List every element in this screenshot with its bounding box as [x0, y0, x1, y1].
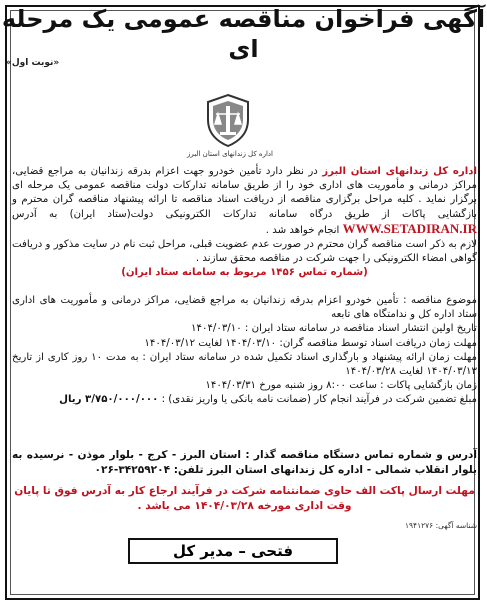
intro-text: در نظر دارد تأمین خودرو جهت اعزام بدرقه زندانیان به مراجع قضایی، مراکز درمانی و مأموریت های اداری خود را از طریق سامانه تدارکات دولت مناقصه عمومی یک مرحله ای برگزار نماید . کلیه مراحل برگزاری مناقصه از دریافت اسناد مناقصه تا ارائه پیشنهاد مناقصه گران محترم و بازگشایی پاکات از طریق درگاه سامانه تدارکات الکترونیکی دولت(ستاد ایران) به آدرس [12, 166, 477, 220]
intro-paragraph [12, 165, 477, 281]
emblem-caption: اداره کل زندانهای استان البرز [187, 150, 273, 158]
guarantee-label: مبلغ تضمین شرکت در فرآیند انجام کار (ضمانت نامه بانکی یا واریز نقدی) : [158, 394, 477, 406]
details-section [12, 294, 477, 408]
prison-organization-emblem-icon [198, 92, 258, 148]
organization-name: اداره کل زندانهای استان البرز [322, 166, 477, 177]
submission-period: مهلت زمان ارائه پیشنهاد و بارگذاری اسناد تکمیل شده در سامانه ستاد ایران : به مدت ۱۰ روز کاری از تاریخ ۱۴۰۴/۰۳/۱۳ لغایت ۱۴۰۴/۰۳/۲۸ [12, 351, 477, 378]
opening-time: زمان بازگشایی پاکات : ساعت ۸:۰۰ روز شنبه مورخ ۱۴۰۴/۰۳/۳۱ [205, 380, 477, 392]
signature-box: فتحی – مدیر کل [128, 538, 338, 564]
address-block: آدرس و شماره تماس دستگاه مناقصه گذار : استان البرز - کرج - بلوار موذن - نرسیده به بلوار انقلاب شمالی - اداره کل زندانهای استان البرز تلفن: ۳۴۲۵۹۲۰۴-۰۲۶ [12, 449, 477, 476]
round-label: «نوبت اول» [6, 58, 60, 68]
tender-subject: موضوع مناقصه : تأمین خودرو اعزام بدرقه زندانیان به مراجع قضایی، مراکز درمانی و مأموریت های اداری ستاد اداره کل و ندامتگاه های تابعه [12, 295, 477, 321]
registration-note: لازم به ذکر است مناقصه گران محترم در صورت عدم عضویت قبلی، مراحل ثبت نام در سایت مذکور و دریافت گواهی امضاء الکترونیکی را جهت شرکت در مناقصه محقق سازند . [12, 239, 477, 265]
notice-id: شناسه آگهی: ۱۹۴۱۲۷۶ [405, 521, 477, 530]
document-receive-period: مهلت زمان دریافت اسناد توسط مناقصه گران: ۱۴۰۴/۰۳/۱۰ لغایت ۱۴۰۴/۰۳/۱۲ [144, 337, 477, 349]
guarantee-amount: ۳/۷۵۰/۰۰۰/۰۰۰ ریال [59, 394, 159, 406]
publish-date: تاریخ اولین انتشار اسناد مناقصه در سامانه ستاد ایران : ۱۴۰۴/۰۳/۱۰ [191, 323, 477, 335]
round-text: نوبت اول [11, 58, 54, 68]
deadline-notice: مهلت ارسال پاکت الف حاوی ضمانتنامه شرکت در فرآیند ارجاع کار به آدرس فوق تا پایان وقت اداری مورخه ۱۴۰۴/۰۳/۲۸ می باشد . [14, 485, 475, 512]
notice-title: آگهی فراخوان مناقصه عمومی یک مرحله ای [1, 5, 486, 63]
website-link[interactable]: WWW.SETADIRAN.IR [342, 220, 477, 236]
contact-number-note: (شماره تماس ۱۴۵۶ مربوط به سامانه ستاد ایران) [121, 267, 368, 279]
guarantee-line [12, 393, 477, 407]
intro-text-end: انجام خواهد شد . [265, 224, 343, 236]
